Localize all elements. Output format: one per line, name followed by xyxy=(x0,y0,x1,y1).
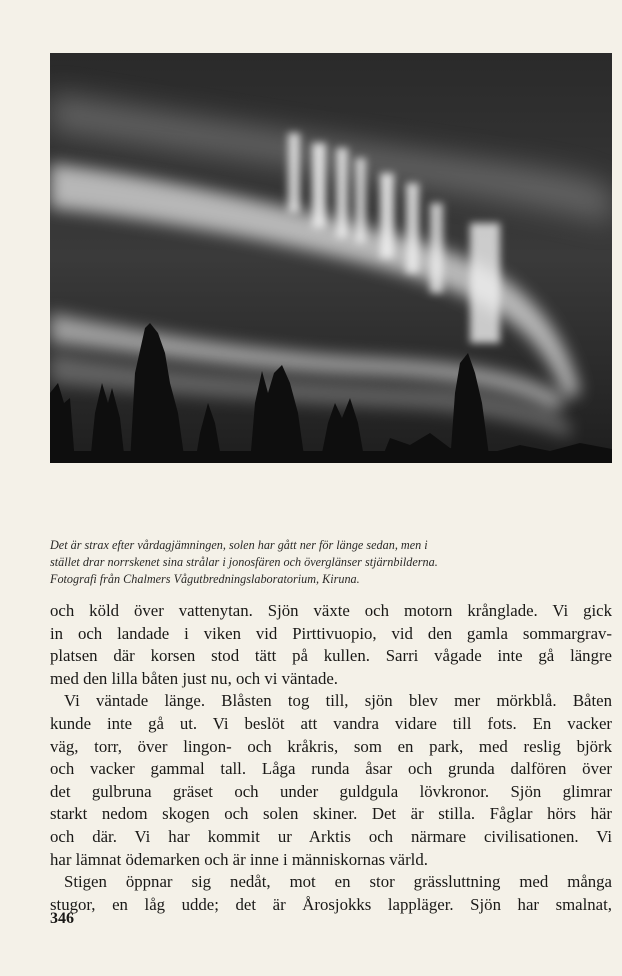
aurora-image xyxy=(50,53,612,463)
figure-caption xyxy=(50,537,570,588)
text-line: in och landade i viken vid Pirttivuopio, vid den gamla sommargrav- xyxy=(50,623,612,643)
text-line: stugor, en låg udde; det är Årosjokks lappläger. Sjön har smalnat, xyxy=(50,894,612,914)
page-number: 346 xyxy=(50,910,74,927)
body-text xyxy=(50,600,612,916)
caption-line: Det är strax efter vårdagjämningen, solen har gått ner för länge sedan, men i xyxy=(50,538,428,552)
text-line: och där. Vi har kommit ur Arktis och närmare civilisationen. Vi xyxy=(50,826,612,846)
text-line: platsen där korsen stod tätt på kullen. Sarri vågade inte gå längre xyxy=(50,646,612,666)
paragraph xyxy=(50,690,612,871)
caption-line: stället drar norrskenet sina strålar i jonosfären och överglänser stjärnbilderna. xyxy=(50,555,438,569)
paragraph xyxy=(50,871,612,916)
caption-line: Fotografi från Chalmers Vågutbredningslaboratorium, Kiruna. xyxy=(50,572,360,586)
text-line: Stigen öppnar sig nedåt, mot en stor grässluttning med många xyxy=(64,872,612,892)
text-line: och vacker gammal tall. Låga runda åsar och grunda dalfören över xyxy=(50,759,612,779)
text-line: det gulbruna gräset och under guldgula lövkronor. Sjön glimrar xyxy=(50,781,612,801)
aurora-photograph xyxy=(50,53,612,463)
text-line: Vi väntade länge. Blåsten tog till, sjön blev mer mörkblå. Båten xyxy=(64,691,612,711)
text-line: väg, torr, över lingon- och kråkris, som en park, med reslig björk xyxy=(50,736,612,756)
paragraph xyxy=(50,600,612,690)
text-line: och köld över vattenytan. Sjön växte och motorn krånglade. Vi gick xyxy=(50,601,612,620)
text-line: starkt nedom skogen och solen skiner. Det är stilla. Fåglar hörs här xyxy=(50,804,612,824)
text-line: har lämnat ödemarken och är inne i människornas värld. xyxy=(50,849,428,869)
text-line: kunde inte gå ut. Vi beslöt att vandra vidare till fots. En vacker xyxy=(50,713,612,733)
text-line: med den lilla båten just nu, och vi väntade. xyxy=(50,668,339,688)
